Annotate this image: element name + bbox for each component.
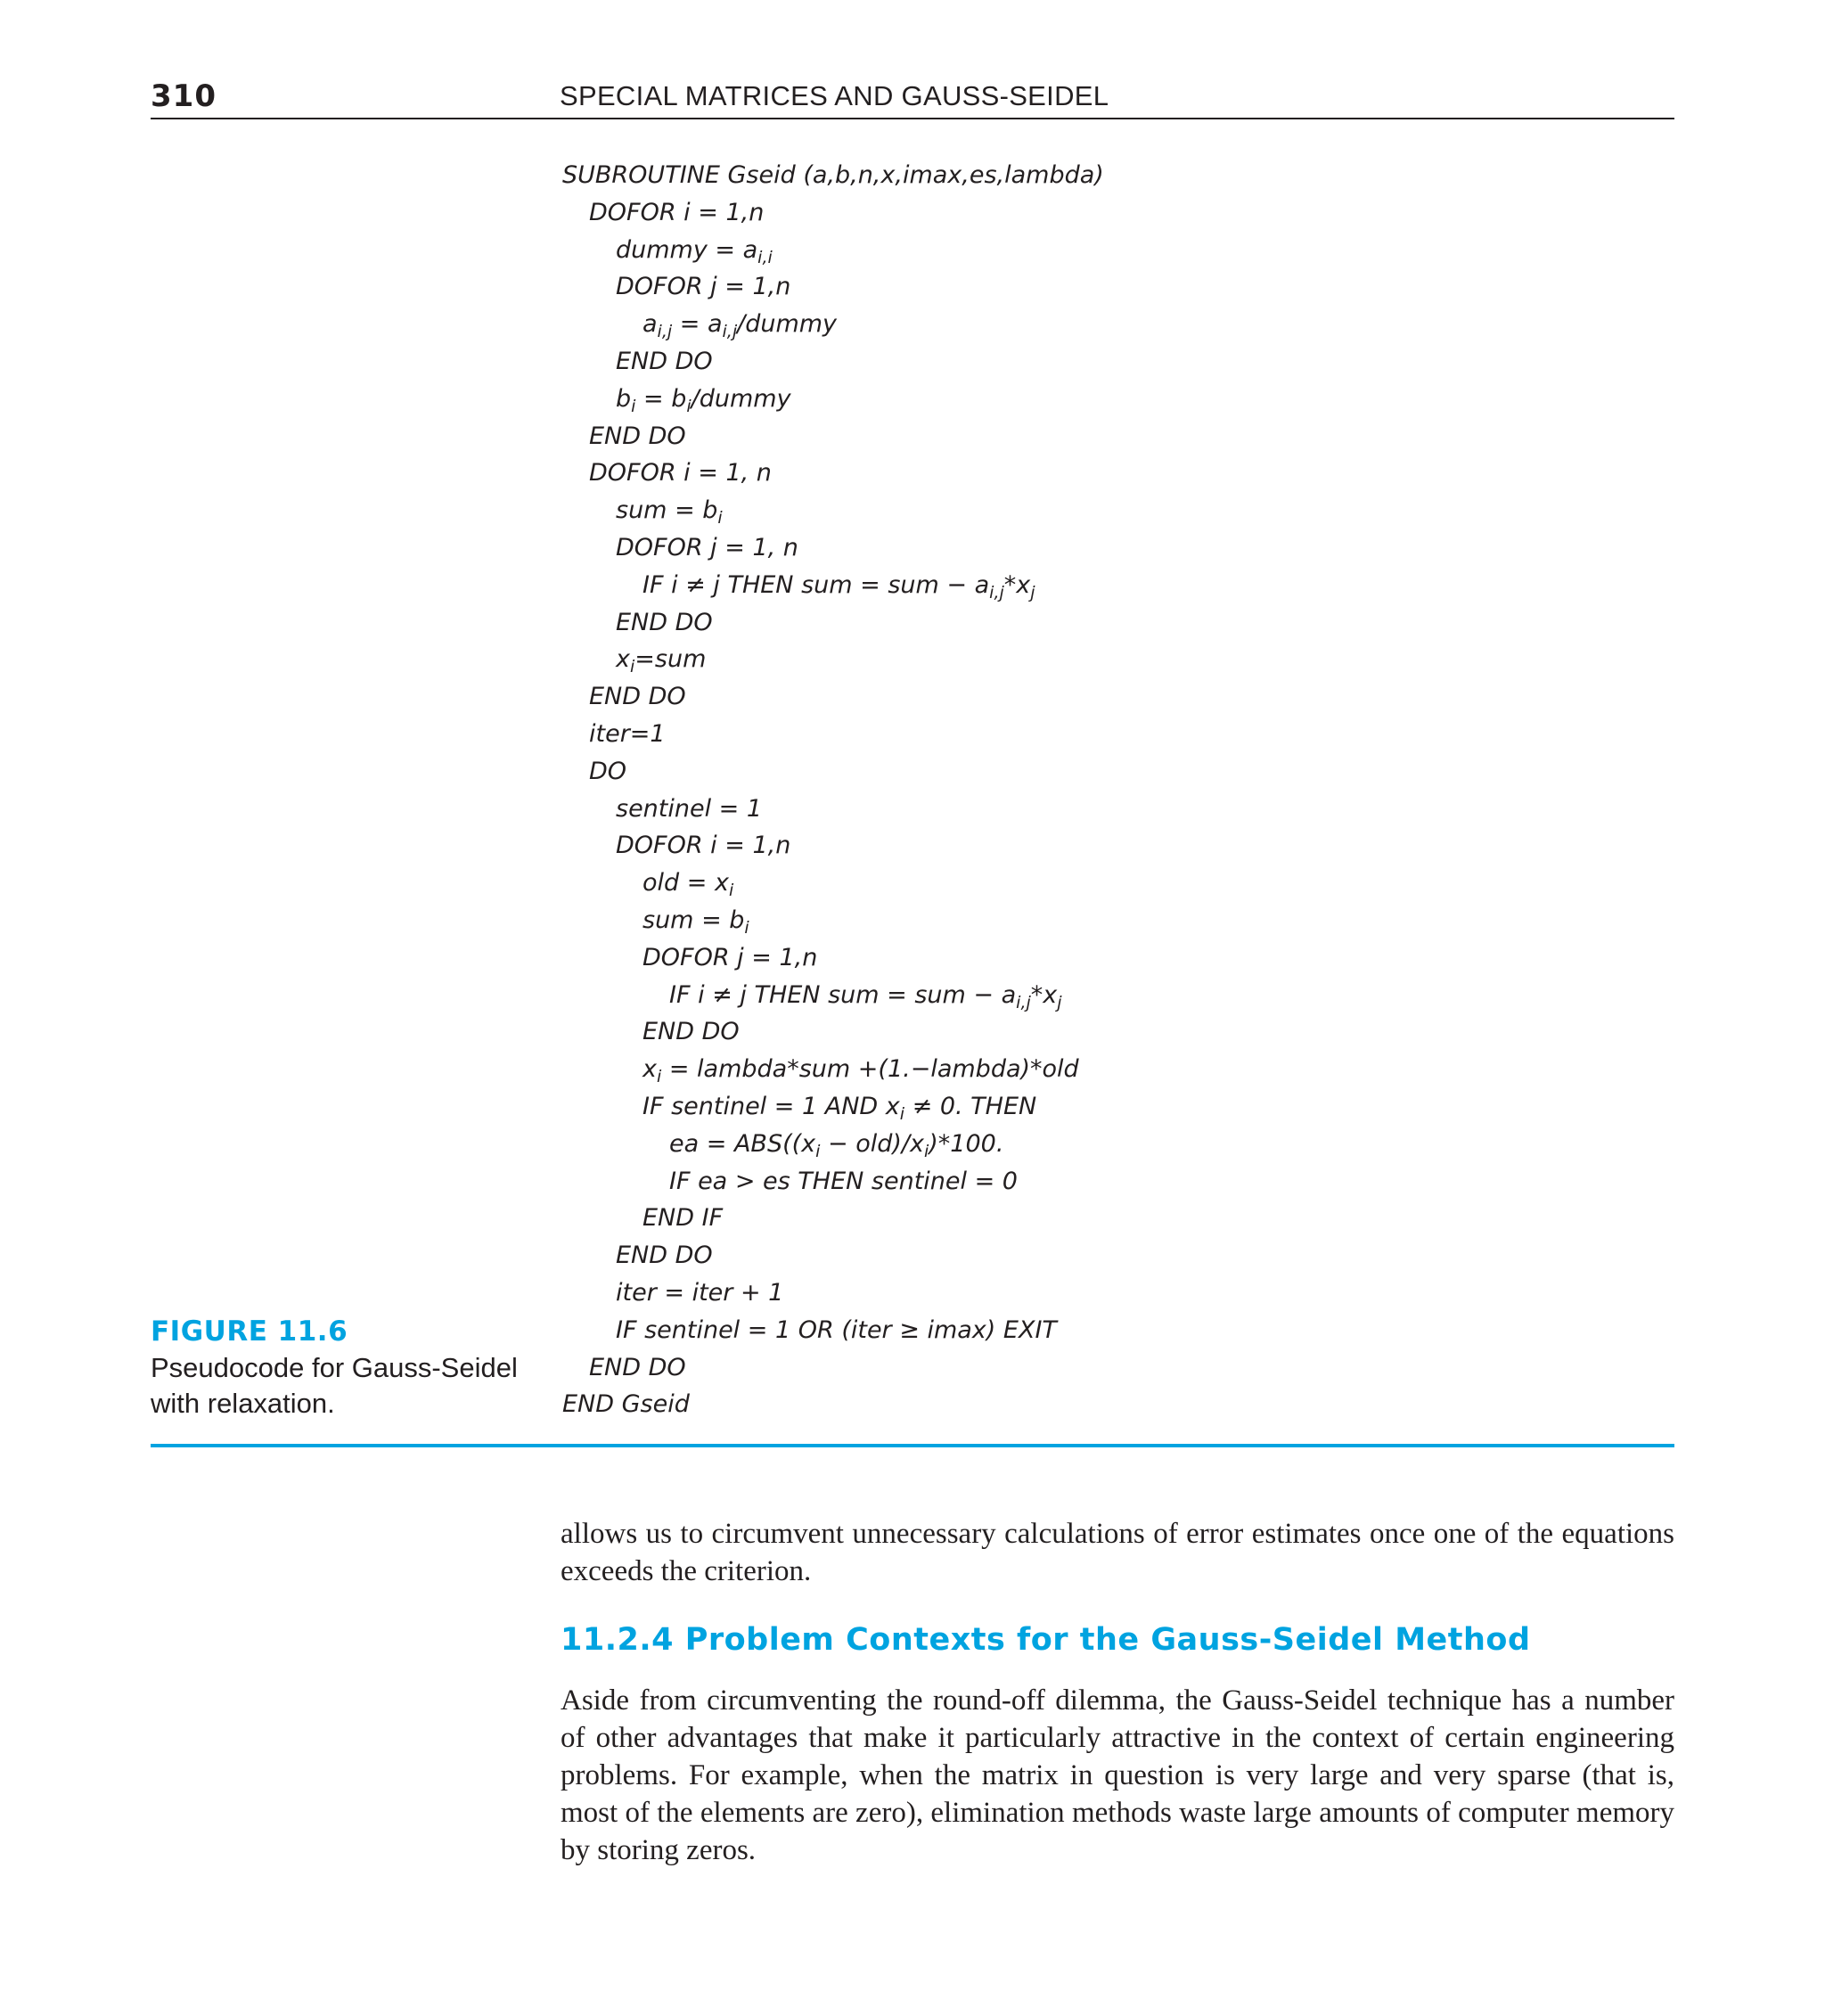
code-text: /dummy: [737, 310, 838, 339]
code-text: =sum: [634, 645, 707, 674]
code-line: [562, 1013, 1104, 1051]
code-text: END IF: [642, 1204, 724, 1233]
code-line: [562, 381, 1104, 418]
pseudocode-block: [562, 157, 1104, 1423]
code-text: DOFOR i = 1,n: [616, 832, 791, 860]
code-text: IF sentinel = 1 AND x: [642, 1092, 900, 1120]
code-text: x: [616, 645, 630, 674]
code-line: [562, 753, 1104, 791]
code-subscript: i: [656, 1067, 662, 1087]
code-text: = a: [672, 310, 723, 339]
code-line: [562, 567, 1104, 604]
code-line: [562, 1126, 1104, 1163]
code-line: [562, 1274, 1104, 1312]
code-line: [562, 678, 1104, 716]
code-subscript: j: [1030, 582, 1035, 602]
code-subscript: i,j: [989, 582, 1004, 602]
code-text: sum = b: [642, 906, 745, 934]
code-text: END Gseid: [562, 1390, 690, 1419]
code-text: DO: [589, 757, 627, 785]
code-line: [562, 939, 1104, 977]
code-subscript: j: [1057, 992, 1062, 1012]
code-line: [562, 268, 1104, 306]
code-text: b: [616, 384, 632, 413]
code-text: = lambda*sum +(1.−lambda)*old: [661, 1055, 1079, 1084]
code-text: sentinel = 1: [616, 794, 763, 823]
section-heading: 11.2.4 Problem Contexts for the Gauss-Seidel Method: [561, 1622, 1531, 1658]
code-line: [562, 977, 1104, 1014]
code-text: *x: [1030, 980, 1058, 1009]
code-text: )*100.: [929, 1129, 1004, 1158]
code-text: /dummy: [691, 384, 791, 413]
code-line: [562, 1386, 1104, 1423]
code-text: END DO: [642, 1018, 740, 1046]
page-number: 310: [151, 78, 217, 114]
figure-label: FIGURE 11.6: [151, 1315, 348, 1348]
code-text: IF i ≠ j THEN sum = sum − a: [669, 980, 1017, 1009]
code-line: [562, 827, 1104, 865]
code-line: [562, 232, 1104, 269]
code-text: − old)/x: [820, 1129, 924, 1158]
code-text: DOFOR i = 1, n: [589, 459, 772, 488]
code-line: [562, 343, 1104, 381]
code-line: [562, 455, 1104, 492]
code-line: [562, 1200, 1104, 1237]
code-subscript: i: [717, 508, 723, 529]
code-text: dummy = a: [616, 235, 758, 264]
code-subscript: i: [631, 396, 636, 416]
code-subscript: i: [923, 1141, 929, 1161]
code-subscript: i,j: [722, 322, 738, 342]
code-text: iter=1: [589, 719, 666, 748]
code-line: [562, 1312, 1104, 1349]
code-text: IF ea > es THEN sentinel = 0: [669, 1167, 1018, 1195]
code-line: [562, 1237, 1104, 1274]
code-line: [562, 492, 1104, 529]
code-line: [562, 865, 1104, 902]
code-subscript: i: [629, 657, 635, 677]
code-text: ≠ 0. THEN: [904, 1092, 1037, 1120]
code-line: [562, 604, 1104, 642]
code-line: [562, 1051, 1104, 1088]
code-subscript: i: [815, 1141, 821, 1161]
code-text: sum = b: [616, 496, 718, 525]
code-line: [562, 1163, 1104, 1201]
figure-rule: [151, 1444, 1674, 1447]
code-text: ea = ABS((x: [669, 1129, 816, 1158]
code-text: END DO: [616, 1242, 713, 1270]
figure-caption: Pseudocode for Gauss-Seidel with relaxation.: [151, 1352, 518, 1419]
code-text: IF i ≠ j THEN sum = sum − a: [642, 570, 990, 599]
code-text: END DO: [589, 683, 686, 711]
code-line: [562, 902, 1104, 939]
code-line: [562, 306, 1104, 343]
code-text: old = x: [642, 869, 729, 897]
code-line: [562, 418, 1104, 455]
code-subscript: i,j: [1016, 992, 1031, 1012]
code-text: IF sentinel = 1 OR (iter ≥ imax) EXIT: [616, 1315, 1057, 1344]
code-line: [562, 194, 1104, 232]
running-head: SPECIAL MATRICES AND GAUSS-SEIDEL: [560, 80, 1109, 111]
code-text: END DO: [616, 608, 713, 636]
code-text: *x: [1003, 570, 1031, 599]
code-text: DOFOR j = 1, n: [616, 533, 798, 561]
code-line: [562, 641, 1104, 678]
code-text: END DO: [589, 1353, 686, 1381]
code-line: [562, 791, 1104, 828]
code-line: [562, 157, 1104, 194]
code-line: [562, 1088, 1104, 1126]
code-text: END DO: [589, 422, 686, 450]
body-paragraph: Aside from circumventing the round-off dilemma, the Gauss-Seidel technique has a number of other advantages that make it particularly attractive in the context of certain engineering problems. For example, when the matrix in question is very large and very sparse (that is, most of the elements are zero), elimination methods waste large amounts of computer memory by storing zeros.: [561, 1684, 1674, 1866]
code-text: x: [642, 1055, 657, 1084]
code-subscript: i: [728, 881, 734, 901]
code-text: SUBROUTINE Gseid (a,b,n,x,imax,es,lambda): [562, 161, 1104, 189]
code-text: iter = iter + 1: [616, 1278, 784, 1307]
code-text: a: [642, 310, 658, 339]
code-subscript: i: [899, 1103, 905, 1124]
code-text: END DO: [616, 347, 713, 375]
header-rule: [151, 118, 1674, 119]
code-subscript: i,i: [757, 247, 773, 267]
body-paragraph: allows us to circumvent unnecessary calculations of error estimates once one of the equations exceeds the criterion.: [561, 1518, 1674, 1587]
code-subscript: i: [686, 396, 692, 416]
code-line: [562, 1349, 1104, 1387]
code-subscript: i,j: [657, 322, 673, 342]
code-text: DOFOR j = 1,n: [642, 943, 818, 971]
code-line: [562, 529, 1104, 567]
code-text: = b: [635, 384, 687, 413]
code-line: [562, 716, 1104, 753]
code-text: DOFOR i = 1,n: [589, 198, 765, 226]
code-text: DOFOR j = 1,n: [616, 273, 791, 301]
code-subscript: i: [744, 917, 749, 938]
